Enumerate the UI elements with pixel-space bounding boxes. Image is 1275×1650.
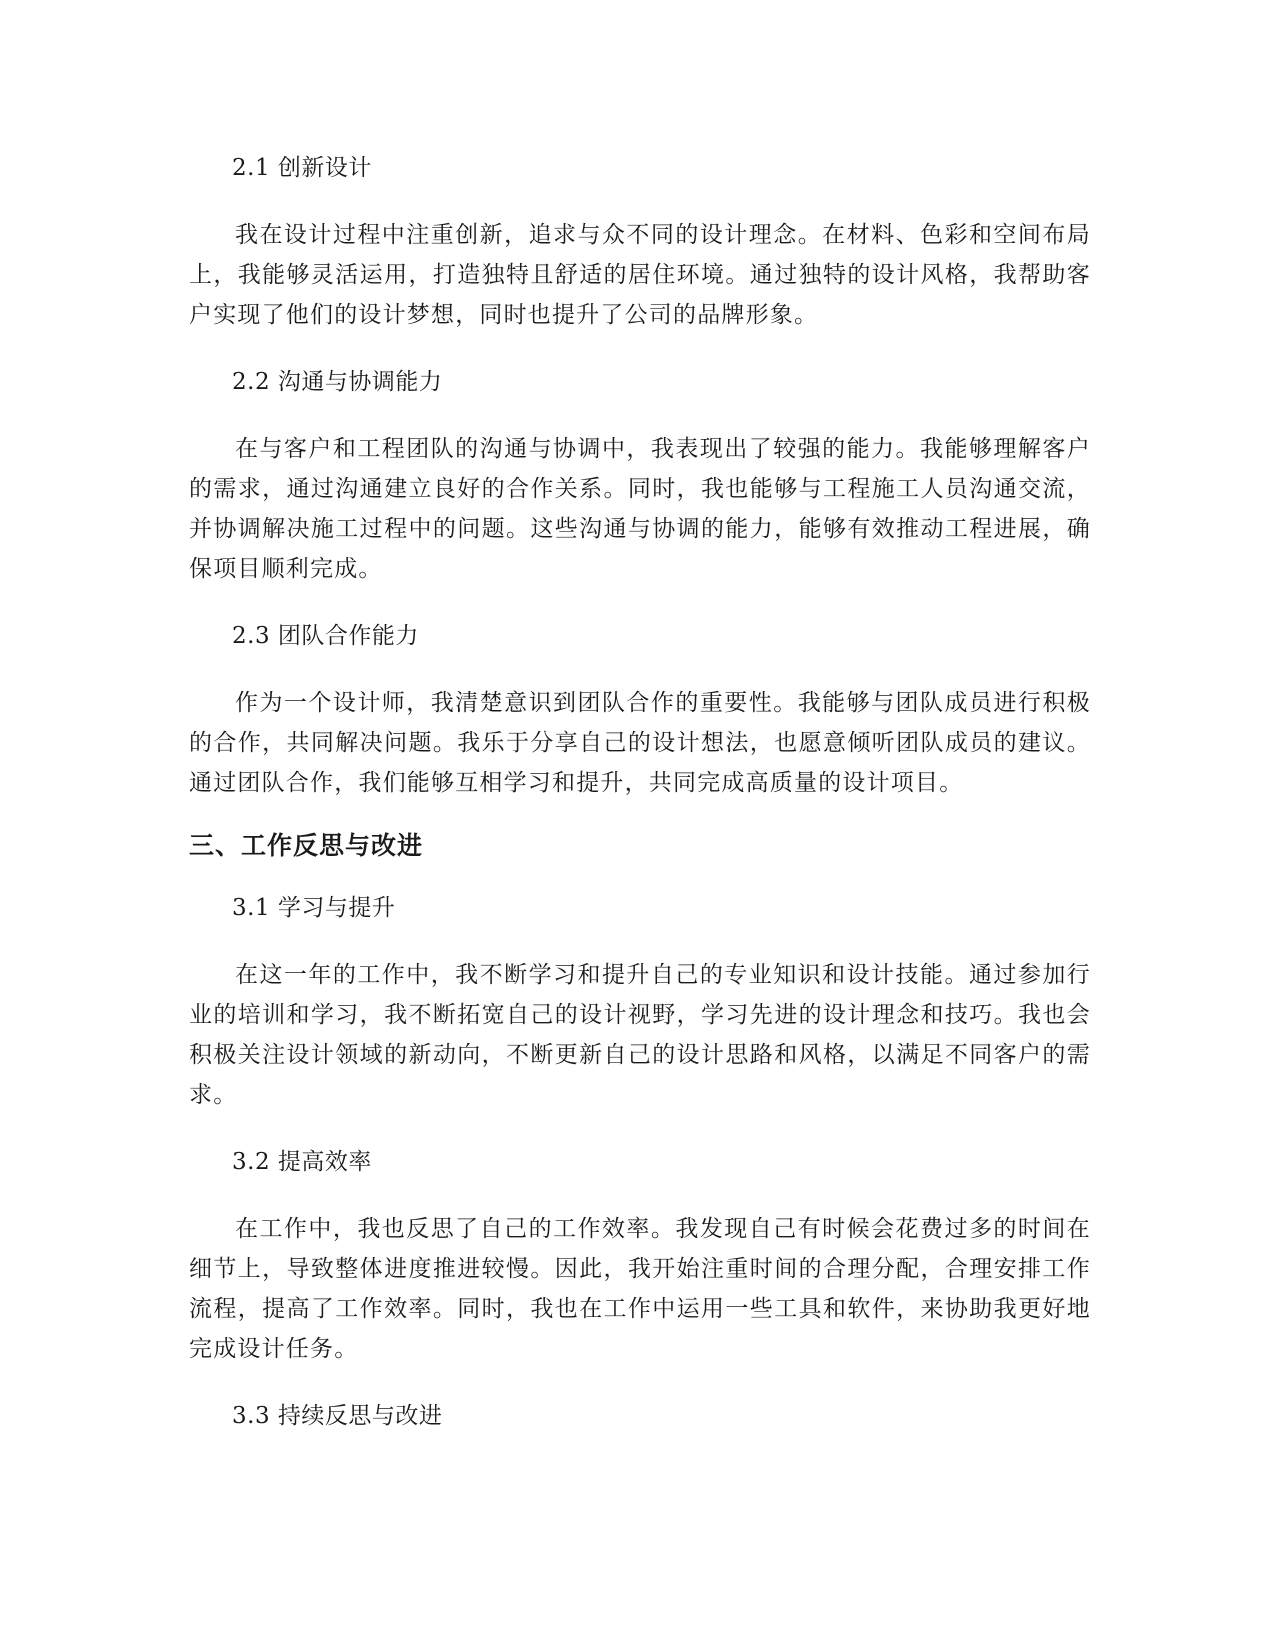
subheading-3-2: 3.2 提高效率 [232,1149,372,1175]
subheading-3-1: 3.1 学习与提升 [232,895,396,921]
paragraph-innovative-design: 我在设计过程中注重创新，追求与众不同的设计理念。在材料、色彩和空间布局上，我能够灵活运用，打造独特且舒适的居住环境。通过独特的设计风格，我帮助客户实现了他们的设计梦想，同时也提升了公司的品牌形象。 [189,222,1091,328]
paragraph-communication: 在与客户和工程团队的沟通与协调中，我表现出了较强的能力。我能够理解客户的需求，通过沟通建立良好的合作关系。同时，我也能够与工程施工人员沟通交流，并协调解决施工过程中的问题。这些沟通与协调的能力，能够有效推动工程进展，确保项目顺利完成。 [189,436,1091,582]
section-heading-3: 三、工作反思与改进 [189,831,424,860]
document-content [189,148,1091,1463]
paragraph-efficiency: 在工作中，我也反思了自己的工作效率。我发现自己有时候会花费过多的时间在细节上，导致整体进度推进较慢。因此，我开始注重时间的合理分配，合理安排工作流程，提高了工作效率。同时，我也在工作中运用一些工具和软件，来协助我更好地完成设计任务。 [189,1216,1091,1362]
subheading-2-1: 2.1 创新设计 [232,155,372,181]
subheading-2-3: 2.3 团队合作能力 [232,623,419,649]
paragraph-learning: 在这一年的工作中，我不断学习和提升自己的专业知识和设计技能。通过参加行业的培训和学习，我不断拓宽自己的设计视野，学习先进的设计理念和技巧。我也会积极关注设计领域的新动向，不断更新自己的设计思路和风格，以满足不同客户的需求。 [189,962,1091,1108]
subheading-2-2: 2.2 沟通与协调能力 [232,369,443,395]
subheading-3-3: 3.3 持续反思与改进 [232,1403,443,1429]
paragraph-teamwork: 作为一个设计师，我清楚意识到团队合作的重要性。我能够与团队成员进行积极的合作，共同解决问题。我乐于分享自己的设计想法，也愿意倾听团队成员的建议。通过团队合作，我们能够互相学习和提升，共同完成高质量的设计项目。 [189,690,1091,796]
